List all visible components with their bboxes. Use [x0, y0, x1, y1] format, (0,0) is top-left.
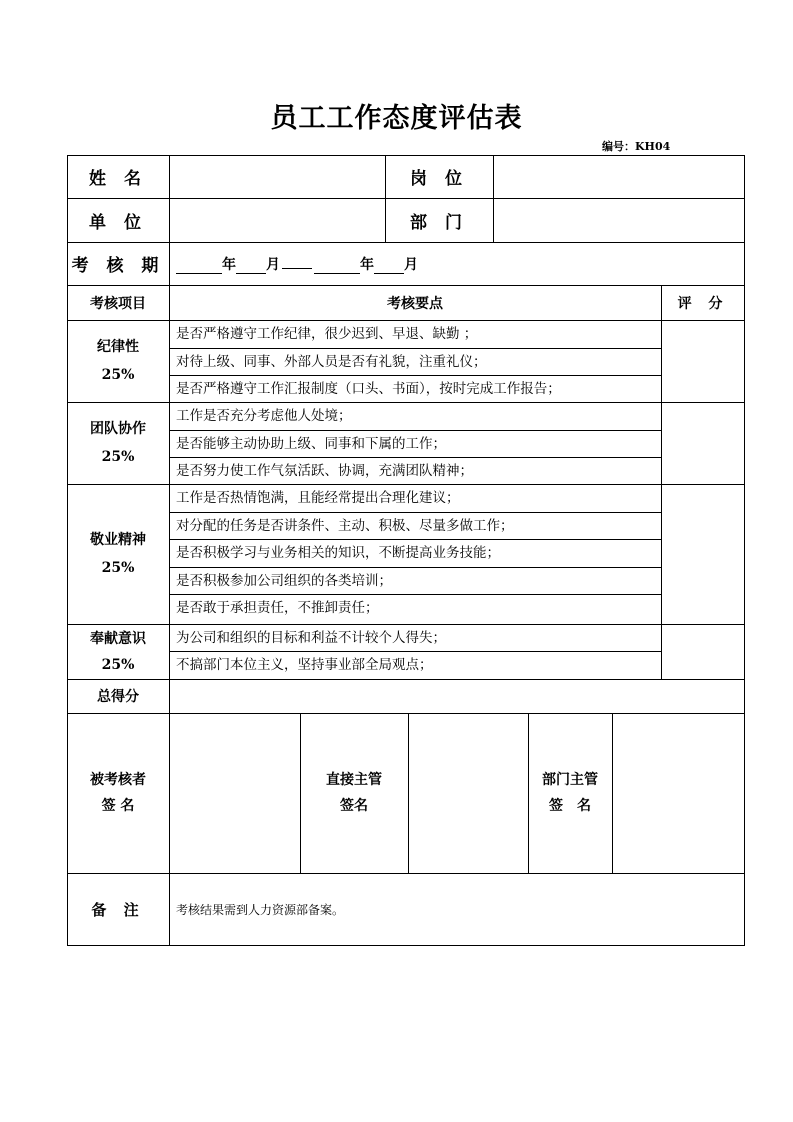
list-item: 是否严格遵守工作纪律，很少迟到、早退、缺勤 ；: [176, 326, 478, 342]
category-weight: 25%: [101, 367, 135, 383]
list-item: 为公司和组织的目标和利益不计较个人得失；: [176, 630, 446, 646]
category-name: 纪律性: [97, 339, 139, 355]
supervisor-signature-field[interactable]: [409, 714, 528, 873]
list-item: 是否严格遵守工作汇报制度（口头、书面），按时完成工作报告；: [176, 381, 561, 397]
signature-label-line1: 直接主管: [326, 772, 382, 788]
dept-label: 部 门: [410, 212, 468, 233]
score-field-teamwork[interactable]: [662, 403, 744, 484]
list-item: 是否敢于承担责任，不推卸责任；: [176, 600, 379, 616]
form-code: [602, 138, 670, 154]
period-dash: [282, 268, 312, 269]
end-year-unit: 年: [360, 257, 374, 273]
name-field[interactable]: [170, 156, 385, 198]
category-weight: 25%: [101, 560, 135, 576]
category-weight: 25%: [101, 449, 135, 465]
period-label: 考 核 期: [71, 256, 165, 276]
start-month-unit: 月: [266, 257, 280, 273]
appraisee-signature-label: [67, 713, 169, 873]
category-name: 敬业精神: [90, 532, 146, 548]
start-year-blank[interactable]: [176, 253, 222, 274]
unit-label: 单 位: [89, 212, 147, 233]
remarks-text: 考核结果需到人力资源部备案。: [176, 903, 345, 917]
dept-field[interactable]: [494, 199, 744, 242]
signature-label-line1: 被考核者: [90, 772, 146, 788]
list-item: 是否能够主动协助上级、同事和下属的工作；: [176, 436, 446, 452]
start-month-blank[interactable]: [236, 253, 266, 274]
list-item: 不搞部门本位主义，坚持事业部全局观点；: [176, 657, 433, 673]
list-item: 是否积极参加公司组织的各类培训；: [176, 573, 392, 589]
category-discipline: [67, 320, 169, 402]
signature-label-line2: 签名: [340, 798, 368, 814]
score-field-discipline[interactable]: [662, 321, 744, 402]
total-score-field[interactable]: [170, 680, 744, 713]
name-label: 姓 名: [89, 169, 147, 189]
category-teamwork: [67, 402, 169, 484]
supervisor-signature-label: [300, 713, 408, 873]
list-item: 是否积极学习与业务相关的知识，不断提高业务技能；: [176, 545, 500, 561]
category-dedication: [67, 484, 169, 624]
unit-field[interactable]: [170, 199, 385, 242]
signature-label-line2: 签 名: [549, 798, 591, 814]
list-item: 是否努力使工作气氛活跃、协调，充满团队精神；: [176, 463, 473, 479]
list-item: 工作是否充分考虑他人处境；: [176, 408, 352, 424]
score-field-contribution[interactable]: [662, 625, 744, 679]
column-points-header: 考核要点: [387, 295, 443, 312]
form-code-value: KH04: [635, 140, 671, 153]
total-score-label: 总得分: [97, 689, 139, 705]
column-score-header: 评 分: [677, 295, 729, 312]
end-month-unit: 月: [404, 257, 418, 273]
category-weight: 25%: [101, 656, 135, 673]
category-name: 团队协作: [90, 421, 146, 437]
post-field[interactable]: [494, 156, 744, 198]
page-title: 员工工作态度评估表: [270, 103, 523, 134]
list-item: 对待上级、同事、外部人员是否有礼貌，注重礼仪；: [176, 354, 487, 370]
signature-label-line2: 签 名: [101, 798, 135, 814]
score-field-dedication[interactable]: [662, 485, 744, 624]
start-year-unit: 年: [222, 257, 236, 273]
dept-head-signature-label: [528, 713, 612, 873]
column-item-header: 考核项目: [90, 295, 146, 312]
list-item: 工作是否热情饱满，且能经常提出合理化建议；: [176, 490, 460, 506]
end-year-blank[interactable]: [314, 253, 360, 274]
list-item: 对分配的任务是否讲条件、主动、积极、尽量多做工作；: [176, 518, 514, 534]
form-code-label: 编号：: [602, 140, 635, 153]
period-field[interactable]: [176, 252, 418, 278]
end-month-blank[interactable]: [374, 253, 404, 274]
post-label: 岗 位: [410, 169, 468, 189]
appraisee-signature-field[interactable]: [170, 714, 300, 873]
category-name: 奉献意识: [90, 630, 146, 647]
dept-head-signature-field[interactable]: [613, 714, 744, 873]
category-contribution: [67, 624, 169, 679]
signature-label-line1: 部门主管: [542, 772, 598, 788]
remarks-label: 备 注: [91, 901, 145, 919]
